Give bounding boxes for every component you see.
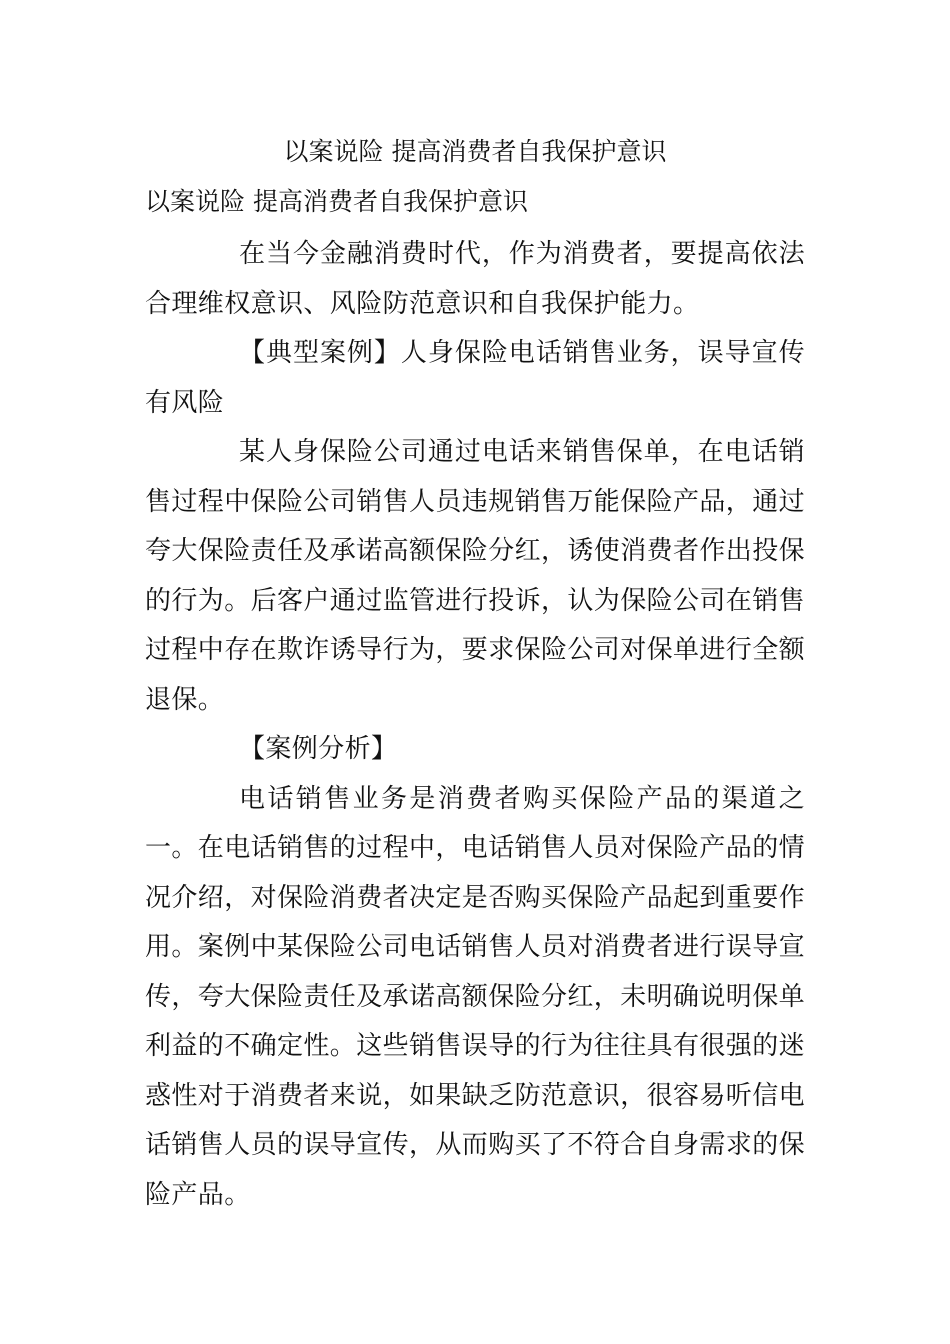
paragraph-case-description: 某人身保险公司通过电话来销售保单，在电话销售过程中保险公司销售人员违规销售万能保险产品，通过夸大保险责任及承诺高额保险分红，诱使消费者作出投保的行为。后客户通过监管进行投诉，认为保险公司在销售过程中存在欺诈诱导行为，要求保险公司对保单进行全额退保。 bbox=[145, 437, 806, 715]
paragraph-case-heading: 【典型案例】人身保险电话销售业务，误导宣传有风险 bbox=[145, 338, 805, 418]
document-title: 以案说险 提高消费者自我保护意识 bbox=[283, 137, 667, 166]
document-body bbox=[145, 230, 805, 1220]
paragraph-intro: 在当今金融消费时代，作为消费者，要提高依法合理维权意识、风险防范意识和自我保护能力。 bbox=[145, 239, 805, 319]
paragraph-analysis-heading: 【案例分析】 bbox=[239, 734, 398, 764]
paragraph-analysis: 电话销售业务是消费者购买保险产品的渠道之一。在电话销售的过程中，电话销售人员对保险产品的情况介绍，对保险消费者决定是否购买保险产品起到重要作用。案例中某保险公司电话销售人员对消费者进行误导宣传，夸大保险责任及承诺高额保险分红，未明确说明保单利益的不确定性。这些销售误导的行为往往具有很强的迷惑性对于消费者来说，如果缺乏防范意识，很容易听信电话销售人员的误导宣传，从而购买了不符合自身需求的保险产品。 bbox=[145, 783, 806, 1210]
document-subtitle: 以案说险 提高消费者自我保护意识 bbox=[145, 187, 528, 216]
